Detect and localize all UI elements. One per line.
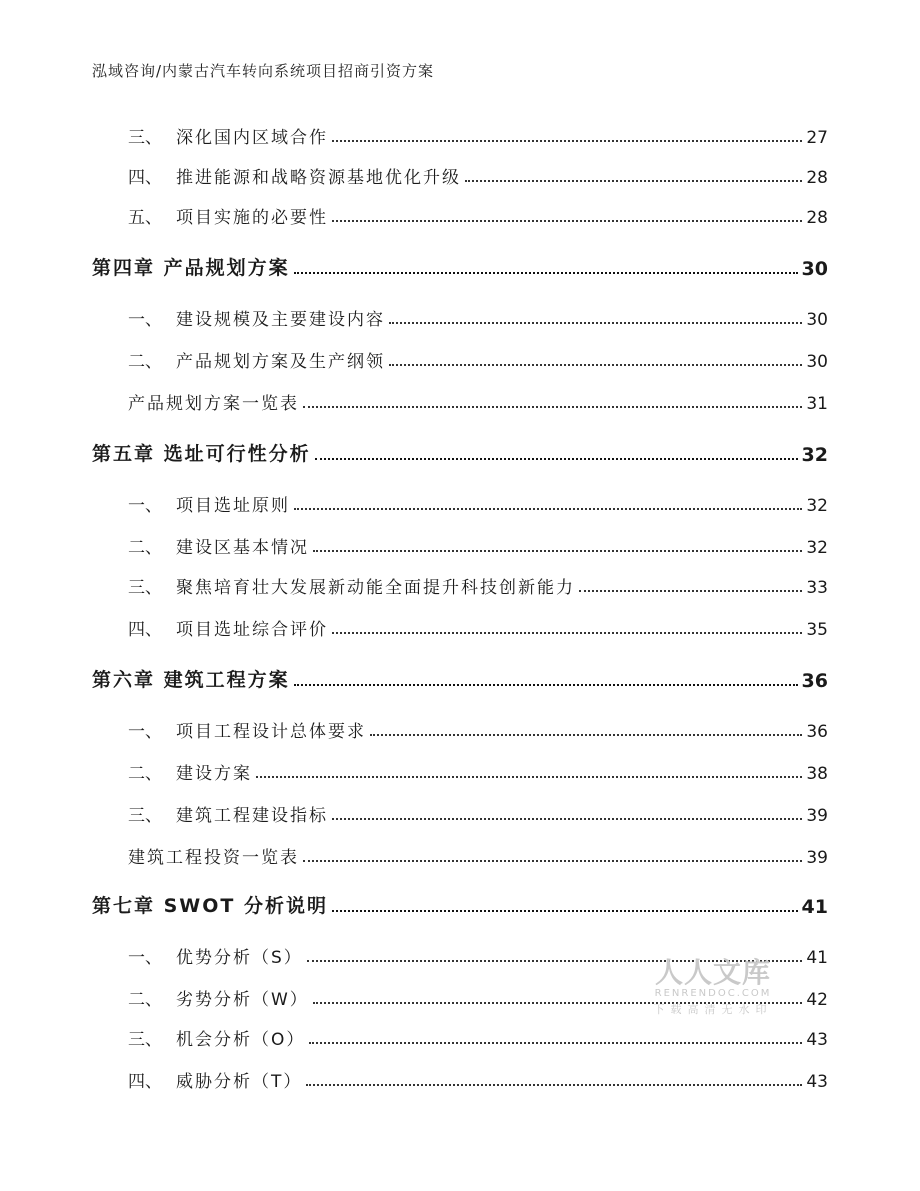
toc-entry-label: 威胁分析（T） — [176, 1072, 303, 1092]
toc-entry-label: 建设规模及主要建设内容 — [176, 310, 385, 330]
toc-chapter-entry[interactable] — [0, 664, 920, 692]
toc-entry-number: 一、 — [128, 948, 162, 968]
toc-entry-title — [92, 665, 290, 692]
toc-entry-title — [128, 943, 303, 968]
toc-leader-dots — [389, 322, 802, 324]
toc-leader-dots — [332, 818, 802, 820]
toc-section-entry[interactable] — [0, 120, 920, 148]
toc-page-number: 36 — [806, 722, 828, 742]
toc-leader-dots — [294, 684, 798, 686]
toc-section-entry[interactable] — [0, 160, 920, 188]
toc-section-entry[interactable] — [0, 488, 920, 516]
toc-entry-label: 机会分析（O） — [176, 1030, 306, 1050]
toc-entry-title — [128, 801, 328, 826]
toc-entry-title — [128, 389, 299, 414]
watermark-tagline: 下载高清无水印 — [653, 1003, 773, 1016]
toc-leader-dots — [370, 734, 802, 736]
page-header: 泓域咨询/内蒙古汽车转向系统项目招商引资方案 — [92, 62, 435, 80]
toc-leader-dots — [332, 632, 802, 634]
toc-entry-label: 聚焦培育壮大发展新动能全面提升科技创新能力 — [176, 578, 575, 598]
toc-leader-dots — [309, 1042, 802, 1044]
toc-entry-label: 建筑工程建设指标 — [176, 806, 328, 826]
toc-entry-title — [128, 615, 328, 640]
toc-entry-title — [128, 203, 328, 228]
toc-page-number: 41 — [801, 896, 828, 918]
toc-page-number: 42 — [806, 990, 828, 1010]
toc-entry-label: 深化国内区域合作 — [176, 128, 328, 148]
toc-entry-number: 一、 — [128, 310, 162, 330]
toc-entry-title — [92, 253, 290, 280]
toc-entry-title — [128, 1025, 305, 1050]
toc-section-entry[interactable] — [0, 570, 920, 598]
toc-entry-label: 劣势分析（W） — [176, 990, 309, 1010]
toc-page-number: 30 — [806, 310, 828, 330]
toc-leader-dots — [332, 220, 802, 222]
toc-entry-title — [128, 985, 309, 1010]
toc-leader-dots — [332, 910, 798, 912]
toc-chapter-entry[interactable] — [0, 438, 920, 466]
toc-leader-dots — [313, 1002, 803, 1004]
toc-chapter-entry[interactable] — [0, 890, 920, 918]
toc-entry-number: 二、 — [128, 538, 162, 558]
toc-page-number: 35 — [806, 620, 828, 640]
toc-entry-label: 产品规划方案及生产纲领 — [176, 352, 385, 372]
toc-leader-dots — [303, 860, 802, 862]
toc-page-number: 30 — [801, 258, 828, 280]
toc-section-entry[interactable] — [0, 1064, 920, 1092]
toc-leader-dots — [389, 364, 802, 366]
toc-page-number: 39 — [806, 806, 828, 826]
toc-entry-number: 三、 — [128, 806, 162, 826]
toc-entry-label: 项目工程设计总体要求 — [176, 722, 366, 742]
toc-entry-label: 建设区基本情况 — [176, 538, 309, 558]
toc-entry-label: 建设方案 — [176, 764, 252, 784]
toc-page-number: 28 — [806, 168, 828, 188]
toc-section-entry[interactable] — [0, 756, 920, 784]
toc-entry-title — [128, 717, 366, 742]
toc-page-number: 27 — [806, 128, 828, 148]
toc-page-number: 32 — [806, 538, 828, 558]
toc-entry-label: 项目实施的必要性 — [176, 208, 328, 228]
toc-page-number: 43 — [806, 1072, 828, 1092]
toc-entry-number: 三、 — [128, 128, 162, 148]
toc-entry-number: 三、 — [128, 1030, 162, 1050]
toc-entry-label: 产品规划方案一览表 — [128, 394, 299, 414]
toc-section-entry[interactable] — [0, 302, 920, 330]
toc-section-entry[interactable] — [0, 940, 920, 968]
toc-entry-label: 建筑工程投资一览表 — [128, 848, 299, 868]
toc-section-entry[interactable] — [0, 714, 920, 742]
toc-entry-title — [128, 123, 328, 148]
toc-entry-number: 四、 — [128, 1072, 162, 1092]
toc-entry-title — [128, 491, 290, 516]
toc-section-entry[interactable] — [0, 200, 920, 228]
toc-leader-dots — [256, 776, 802, 778]
toc-entry-label: 第五章 选址可行性分析 — [92, 443, 311, 465]
toc-section-entry[interactable] — [0, 344, 920, 372]
toc-entry-label: 推进能源和战略资源基地优化升级 — [176, 168, 461, 188]
toc-leader-dots — [294, 508, 802, 510]
toc-entry-title — [128, 347, 385, 372]
toc-entry-title — [92, 891, 328, 918]
toc-entry-title — [128, 843, 299, 868]
toc-entry-title — [128, 305, 385, 330]
toc-section-entry[interactable] — [0, 840, 920, 868]
toc-leader-dots — [579, 590, 802, 592]
toc-leader-dots — [465, 180, 802, 182]
toc-section-entry[interactable] — [0, 612, 920, 640]
toc-leader-dots — [294, 272, 798, 274]
toc-entry-number: 三、 — [128, 578, 162, 598]
toc-section-entry[interactable] — [0, 386, 920, 414]
toc-leader-dots — [306, 1084, 802, 1086]
toc-entry-number: 二、 — [128, 990, 162, 1010]
toc-leader-dots — [313, 550, 802, 552]
toc-page-number: 39 — [806, 848, 828, 868]
toc-section-entry[interactable] — [0, 1022, 920, 1050]
toc-entry-label: 第六章 建筑工程方案 — [92, 669, 290, 691]
toc-page-number: 38 — [806, 764, 828, 784]
toc-page-number: 32 — [801, 444, 828, 466]
toc-page-number: 43 — [806, 1030, 828, 1050]
toc-page-number: 30 — [806, 352, 828, 372]
toc-leader-dots — [303, 406, 802, 408]
toc-entry-number: 二、 — [128, 352, 162, 372]
toc-entry-title — [128, 533, 309, 558]
toc-page-number: 32 — [806, 496, 828, 516]
toc-entry-label: 第四章 产品规划方案 — [92, 257, 290, 279]
watermark-site: RENRENDOC.COM — [654, 988, 772, 999]
toc-entry-title — [128, 163, 461, 188]
toc-entry-label: 项目选址原则 — [176, 496, 290, 516]
toc-entry-number: 四、 — [128, 168, 162, 188]
toc-entry-label: 第七章 SWOT 分析说明 — [92, 895, 328, 917]
toc-leader-dots — [332, 140, 802, 142]
toc-entry-number: 一、 — [128, 496, 162, 516]
toc-page-number: 31 — [806, 394, 828, 414]
toc-entry-number: 五、 — [128, 208, 162, 228]
toc-entry-title — [128, 573, 575, 598]
toc-entry-title — [92, 439, 311, 466]
toc-page-number: 28 — [806, 208, 828, 228]
toc-entry-title — [128, 1067, 302, 1092]
toc-entry-label: 优势分析（S） — [176, 948, 303, 968]
toc-chapter-entry[interactable] — [0, 252, 920, 280]
toc-section-entry[interactable] — [0, 798, 920, 826]
toc-page-number: 33 — [806, 578, 828, 598]
toc-leader-dots — [307, 960, 803, 962]
toc-entry-number: 二、 — [128, 764, 162, 784]
toc-page-number: 36 — [801, 670, 828, 692]
toc-entry-number: 四、 — [128, 620, 162, 640]
toc-entry-label: 项目选址综合评价 — [176, 620, 328, 640]
toc-entry-number: 一、 — [128, 722, 162, 742]
toc-page-number: 41 — [806, 948, 828, 968]
toc-leader-dots — [315, 458, 798, 460]
toc-entry-title — [128, 759, 252, 784]
toc-section-entry[interactable] — [0, 530, 920, 558]
toc-section-entry[interactable] — [0, 982, 920, 1010]
watermark-brand: 人人文库 — [654, 956, 771, 989]
